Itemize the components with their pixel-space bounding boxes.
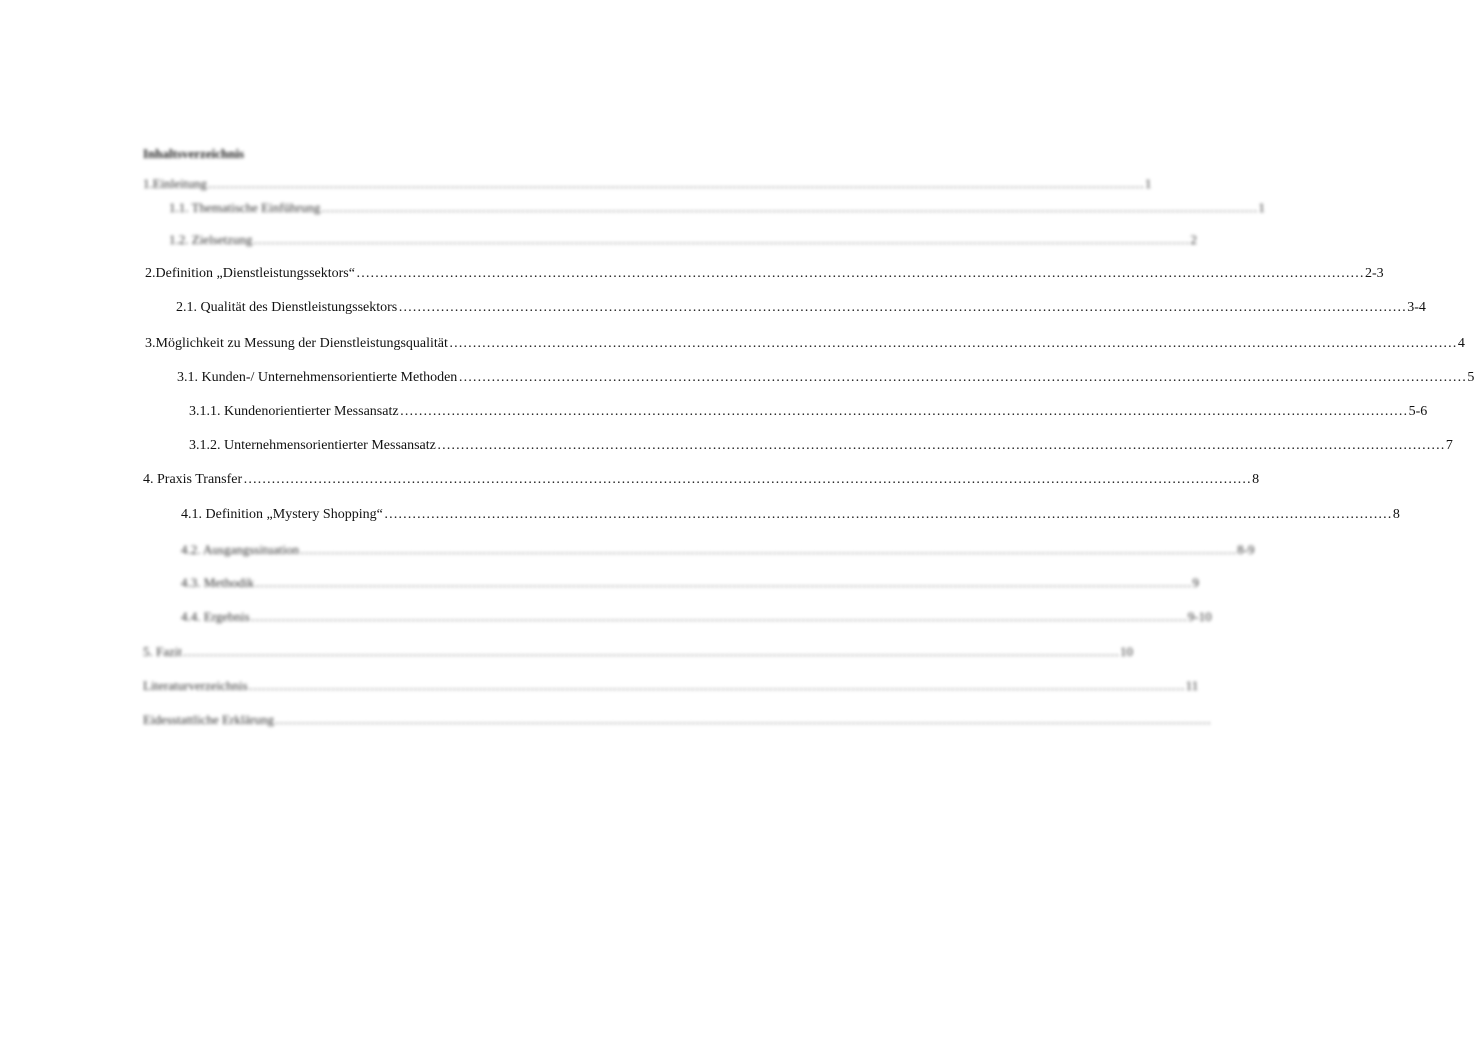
dot-leader: ……………………………………………………………………………………………………………………………………………………………………………………………… [398, 300, 1407, 315]
toc-entry-label: 4.4. Ergebnis [181, 609, 250, 624]
dot-leader: ……………………………………………………………………………………………………………………………………………………………………………………………… [183, 644, 1119, 659]
toc-entry-page: 8 [1392, 507, 1400, 522]
toc-entry-label: 4.3. Methodik [181, 575, 255, 590]
toc-entry-label: 1.2. Zielsetzung [169, 232, 253, 247]
dot-leader: ……………………………………………………………………………………………………………………………………………………………………………………………… [275, 712, 1212, 727]
toc-entry-page: 5-6 [1408, 404, 1428, 419]
toc-entry-3-1-2 [189, 438, 1453, 454]
toc-entry-5 [143, 644, 1133, 660]
dot-leader: ……………………………………………………………………………………………………………………………………………………………………………………………… [207, 176, 1144, 191]
toc-entry-label: Definition „Dienstleistungssektors“ [155, 266, 355, 281]
toc-entry-4-1 [181, 507, 1400, 523]
toc-entry-3-1 [177, 370, 1474, 386]
toc-entry-page: 9 [1192, 575, 1199, 590]
toc-entry-page: 9-10 [1187, 609, 1212, 624]
toc-entry-1-2 [169, 232, 1197, 248]
toc-entry-label: Einleitung [152, 176, 207, 191]
dot-leader: ……………………………………………………………………………………………………………………………………………………………………………………………… [436, 438, 1445, 453]
dot-leader: ……………………………………………………………………………………………………………………………………………………………………………………………… [243, 472, 1252, 487]
dot-leader: ……………………………………………………………………………………………………………………………………………………………………………………………… [321, 200, 1258, 215]
toc-entry-number: 2. [145, 266, 156, 281]
toc-entry-page: 5 [1467, 370, 1474, 385]
toc-entry-page: 1 [1258, 200, 1265, 215]
toc-entry-label: 5. Fazit [143, 644, 182, 659]
toc-entry-page: 1 [1144, 176, 1152, 191]
toc-entry-label: Eidesstattliche Erklärung [143, 712, 275, 727]
toc-entry-page: 2 [1190, 232, 1197, 247]
toc-entry-1 [143, 176, 1152, 192]
toc-entry-number: 3. [145, 336, 156, 351]
toc-entry-4-2 [181, 542, 1255, 558]
dot-leader: ……………………………………………………………………………………………………………………………………………………………………………………………… [253, 232, 1190, 247]
toc-entry-label: Möglichkeit zu Messung der Dienstleistungsqualität [155, 336, 448, 351]
toc-entry-number: 1. [143, 176, 153, 191]
toc-entry-label: 3.1. Kunden-/ Unternehmensorientierte Methoden [177, 370, 458, 385]
toc-entry-label: 4.2. Ausgangssituation [181, 542, 300, 557]
dot-leader: ……………………………………………………………………………………………………………………………………………………………………………………………… [399, 404, 1408, 419]
toc-entry-literature [143, 678, 1199, 694]
toc-entry-page: 4 [1457, 336, 1465, 351]
toc-entry-1-1 [169, 200, 1265, 216]
dot-leader: ……………………………………………………………………………………………………………………………………………………………………………………………… [383, 507, 1392, 522]
toc-entry-2-1 [176, 300, 1426, 316]
toc-entry-label: 2.1. Qualität des Dienstleistungssektors [176, 300, 398, 315]
toc-entry-page: 7 [1445, 438, 1453, 453]
dot-leader: ……………………………………………………………………………………………………………………………………………………………………………………………… [458, 370, 1467, 385]
toc-entry-declaration [143, 712, 1212, 728]
dot-leader: ……………………………………………………………………………………………………………………………………………………………………………………………… [255, 575, 1192, 590]
toc-entry-label: Literaturverzeichnis [143, 678, 248, 693]
toc-entry-3-1-1 [189, 404, 1428, 420]
toc-entry-3 [145, 336, 1465, 352]
dot-leader: ……………………………………………………………………………………………………………………………………………………………………………………………… [250, 609, 1187, 624]
toc-entry-label: 4.1. Definition „Mystery Shopping“ [181, 507, 383, 522]
toc-entry-4 [143, 472, 1260, 488]
toc-entry-label: 1.1. Thematische Einführung [169, 200, 321, 215]
dot-leader: ……………………………………………………………………………………………………………………………………………………………………………………………… [248, 678, 1185, 693]
toc-entry-page: 10 [1120, 644, 1133, 659]
toc-entry-label: 3.1.1. Kundenorientierter Messansatz [189, 404, 399, 419]
toc-entry-page: 8-9 [1237, 542, 1255, 557]
dot-leader: ……………………………………………………………………………………………………………………………………………………………………………………………… [300, 542, 1237, 557]
toc-entry-label: 4. Praxis Transfer [143, 472, 243, 487]
toc-entry-page: 8 [1252, 472, 1260, 487]
dot-leader: ……………………………………………………………………………………………………………………………………………………………………………………………… [355, 266, 1364, 281]
toc-heading: Inhaltsverzeichnis [143, 146, 245, 161]
toc-entry-4-4 [181, 609, 1212, 625]
toc-entry-2 [145, 266, 1384, 282]
toc-entry-page: 11 [1185, 678, 1199, 693]
toc-entry-page: 3-4 [1407, 300, 1426, 315]
toc-entry-page: 2-3 [1364, 266, 1384, 281]
dot-leader: ……………………………………………………………………………………………………………………………………………………………………………………………… [448, 336, 1457, 351]
toc-entry-4-3 [181, 575, 1199, 591]
toc-entry-label: 3.1.2. Unternehmensorientierter Messansatz [189, 438, 436, 453]
